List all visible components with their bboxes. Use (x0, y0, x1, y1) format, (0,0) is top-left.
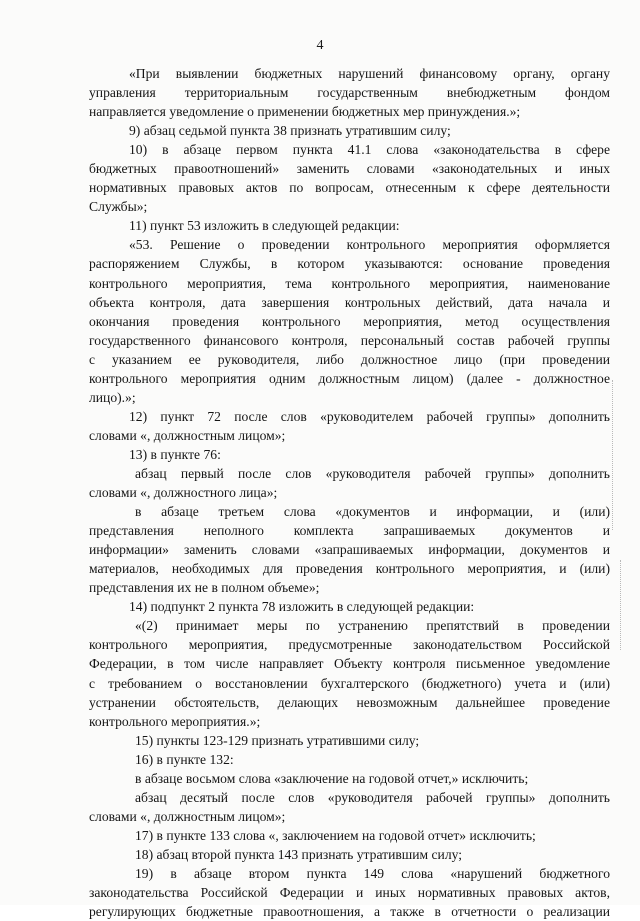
text-line: Федерации, в том числе направляет Объекту контроля письменное уведомление (89, 656, 610, 672)
text-line: 18) абзац второй пункта 143 признать утратившим силу; (135, 846, 463, 862)
text-line: 16) в пункте 132: (135, 751, 234, 767)
text-line: «(2) принимает меры по устранению препятствий в проведении (135, 618, 610, 634)
text-line: контрольного мероприятия, тема контрольного мероприятия, наименование (89, 275, 610, 291)
text-line: словами «, должностного лица»; (89, 485, 278, 501)
text-line: бюджетных правоотношений» заменить словами «законодательных и иных (89, 161, 610, 177)
text-line: законодательства Российской Федерации и иных нормативных правовых актов, (89, 885, 610, 901)
text-line: контрольного мероприятия одним должностным лицом) (далее - должностное (89, 370, 610, 386)
text-line: 12) пункт 72 после слов «руководителем рабочей группы» дополнить (129, 408, 610, 424)
text-line: «При выявлении бюджетных нарушений финансовому органу, органу (129, 66, 610, 81)
text-line: 10) в абзаце первом пункта 41.1 слова «законодательства в сфере (129, 142, 610, 158)
text-line: объекта контроля, дата завершения контрольных действий, дата начала и (89, 294, 610, 310)
text-line: контрольного мероприятия.»; (89, 713, 261, 729)
text-line: государственного финансового контроля, персональный состав рабочей группы (89, 332, 610, 348)
text-line: представления неполного комплекта запрашиваемых документов и (89, 523, 610, 539)
text-line: абзац десятый после слов «руководителя рабочей группы» дополнить (135, 789, 610, 805)
text-line: материалов, необходимых для проведения контрольного мероприятия, и (или) (89, 561, 610, 577)
text-line: направляется уведомление о применении бюджетных мер принуждения.»; (89, 104, 521, 120)
text-line: нормативных правовых актов по вопросам, отнесенным к сфере деятельности (89, 180, 610, 196)
text-line: лицо).»; (89, 389, 136, 405)
text-line: 15) пункты 123-129 признать утратившими силу; (135, 732, 420, 748)
text-line: 9) абзац седьмой пункта 38 признать утратившим силу; (129, 123, 451, 139)
text-line: управления территориальным государственным внебюджетным фондом (89, 85, 610, 101)
text-line: в абзаце восьмом слова «заключение на годовой отчет,» исключить; (135, 770, 529, 786)
scan-artifact-line (612, 380, 613, 530)
text-line: в абзаце третьем слова «документов и информации, и (или) (135, 504, 610, 520)
text-line: абзац первый после слов «руководителя рабочей группы» дополнить (135, 465, 610, 481)
text-line: окончания проведения контрольного мероприятия, метод осуществления (89, 313, 610, 329)
text-line: 11) пункт 53 изложить в следующей редакции: (129, 218, 400, 234)
text-line: распоряжением Службы, в котором указываются: основание проведения (89, 256, 610, 272)
text-line: «53. Решение о проведении контрольного мероприятия оформляется (129, 237, 610, 253)
text-line: устранении обстоятельств, делающих невозможным дальнейшее проведение (89, 694, 610, 710)
text-line: с указанием ее руководителя, либо должностное лицо (при проведении (89, 351, 610, 367)
text-line: 14) подпункт 2 пункта 78 изложить в следующей редакции: (129, 599, 475, 615)
text-line: Службы»; (89, 199, 148, 215)
page-number: 4 (316, 38, 324, 53)
text-line: информации» заменить словами «запрашиваемых информации, документов и (89, 542, 610, 558)
text-line: с требованием о восстановлении бухгалтерского (бюджетного) учета и (или) (89, 675, 610, 691)
scan-artifact-line (620, 560, 621, 650)
text-line: регулирующих бюджетные правоотношения, а также в отчетности о реализации (89, 904, 610, 920)
text-line: словами «, должностным лицом»; (89, 427, 286, 443)
document-body (89, 64, 610, 921)
text-line: 19) в абзаце втором пункта 149 слова «нарушений бюджетного (135, 865, 610, 881)
text-line: 17) в пункте 133 слова «, заключением на годовой отчет» исключить; (135, 827, 536, 843)
text-line: контрольного мероприятия, предусмотренные законодательством Российской (89, 637, 610, 653)
text-line: словами «, должностным лицом»; (89, 808, 286, 824)
text-line: 13) в пункте 76: (129, 446, 221, 462)
text-line: представления их не в полном объеме»; (89, 580, 320, 596)
